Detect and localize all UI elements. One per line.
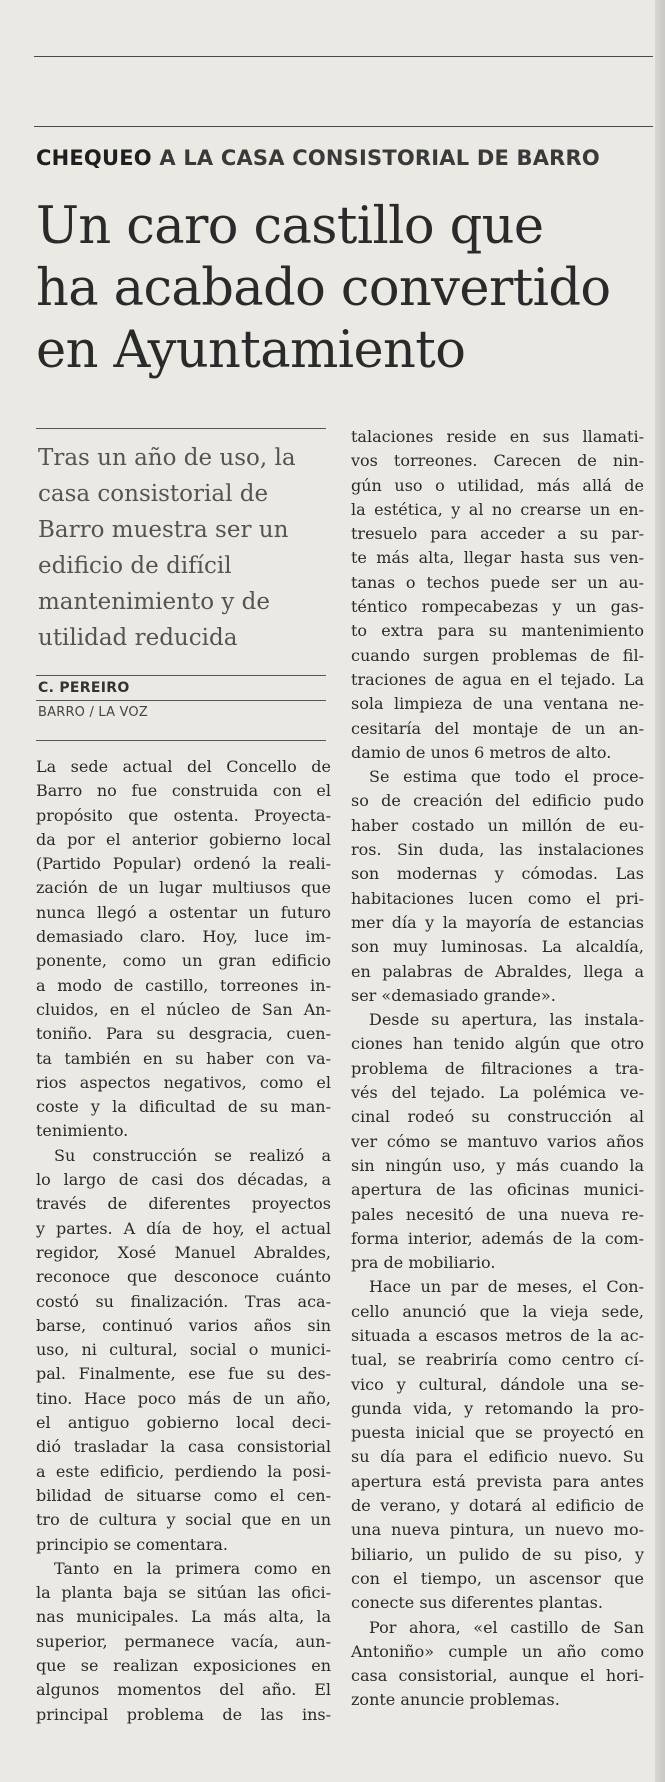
body-line: cello anunció que la vieja sede, bbox=[351, 1301, 644, 1321]
body-line: haber costado un millón de eu- bbox=[351, 815, 644, 835]
body-line: rios aspectos negativos, como el bbox=[36, 1072, 331, 1092]
body-line: vés del tejado. La polémica ve- bbox=[351, 1083, 644, 1103]
body-line: lo largo de casi dos décadas, a bbox=[36, 1170, 331, 1190]
body-line: de verano, y dotará al edificio de bbox=[351, 1496, 644, 1516]
body-line: principio se comentara. bbox=[36, 1534, 229, 1554]
body-line: forma interior, además de la com- bbox=[351, 1228, 644, 1248]
body-line: toniño. Para su desgracia, cuen- bbox=[36, 1024, 331, 1044]
body-line: to extra para su mantenimiento bbox=[351, 621, 644, 641]
body-line: la estética, y al no crearse un en- bbox=[351, 499, 644, 519]
body-line: problema de filtraciones a tra- bbox=[351, 1058, 644, 1078]
body-line: su día para el edificio nuevo. Su bbox=[351, 1447, 644, 1467]
kicker-rest: A LA CASA CONSISTORIAL DE BARRO bbox=[151, 146, 600, 170]
body-line: uso, ni cultural, social o munici- bbox=[36, 1340, 331, 1360]
body-line: tenimiento. bbox=[36, 1121, 129, 1141]
body-line: través de diferentes proyectos bbox=[36, 1194, 331, 1214]
body-line: cesitaría del montaje de un an- bbox=[351, 718, 644, 738]
headline-line: en Ayuntamiento bbox=[36, 321, 466, 380]
body-line: vos torreones. Carecen de nin- bbox=[351, 451, 644, 471]
body-line: sola limpieza de una ventana ne- bbox=[351, 694, 644, 714]
body-line: demasiado claro. Hoy, luce im- bbox=[36, 927, 331, 947]
body-line: la planta baja se sitúan las ofici- bbox=[36, 1583, 331, 1603]
body-line: coste y la dificultad de su man- bbox=[36, 1097, 331, 1117]
body-line: so de creación del edificio pudo bbox=[351, 791, 644, 811]
body-line: pal. Finalmente, ese fue su des- bbox=[36, 1364, 331, 1384]
body-line: ciones han tenido algún que otro bbox=[351, 1034, 644, 1054]
headline bbox=[36, 196, 636, 382]
body-column-left bbox=[36, 755, 331, 1727]
body-rule bbox=[36, 740, 326, 741]
body-line: habitaciones lucen como el pri- bbox=[351, 888, 644, 908]
body-line: apertura de las oficinas munici- bbox=[351, 1180, 644, 1200]
body-line: biliario, un pulido de su piso, y bbox=[351, 1544, 644, 1564]
kicker bbox=[36, 146, 600, 170]
body-line: a este edificio, perdiendo la posi- bbox=[36, 1461, 331, 1481]
body-line: nas municipales. La más alta, la bbox=[36, 1607, 331, 1627]
standfirst-line: edificio de difícil bbox=[38, 553, 232, 579]
body-line: propósito que ostenta. Proyecta- bbox=[36, 805, 331, 825]
body-line: reconoce que desconoce cuánto bbox=[36, 1267, 331, 1287]
body-line: te más alta, llegar hasta sus ven- bbox=[351, 548, 644, 568]
body-line: ros. Sin duda, las instalaciones bbox=[351, 840, 644, 860]
body-line: sin ningún uso, y más cuando la bbox=[351, 1155, 644, 1175]
page-edge bbox=[655, 0, 665, 1782]
dateline: BARRO / LA VOZ bbox=[38, 705, 148, 720]
body-line: cinal rodeó su construcción al bbox=[351, 1107, 644, 1127]
body-line: son muy luminosas. La alcaldía, bbox=[351, 937, 644, 957]
body-line: téntico rompecabezas y un gas- bbox=[351, 597, 644, 617]
standfirst-line: mantenimiento y de bbox=[38, 589, 270, 615]
body-line: tanas o techos puede ser un au- bbox=[351, 572, 644, 592]
body-line: da por el anterior gobierno local bbox=[36, 829, 331, 849]
body-line: situada a escasos metros de la ac- bbox=[351, 1325, 644, 1345]
body-line: zación de un lugar multiusos que bbox=[36, 878, 331, 898]
body-line: Tanto en la primera como en bbox=[54, 1558, 331, 1578]
body-line: mer día y la mayoría de estancias bbox=[351, 912, 644, 932]
body-line: Por ahora, «el castillo de San bbox=[369, 1617, 644, 1637]
body-line: algunos momentos del año. El bbox=[36, 1680, 331, 1700]
body-line: Antoniño» cumple un año como bbox=[351, 1641, 644, 1661]
body-line: una nueva pintura, un nuevo mo- bbox=[351, 1520, 644, 1540]
body-line: Desde su apertura, las instala- bbox=[369, 1010, 644, 1030]
body-line: La sede actual del Concello de bbox=[36, 757, 331, 776]
body-line: cluidos, en el núcleo de San An- bbox=[36, 999, 331, 1019]
body-line: barse, continuó varios años sin bbox=[36, 1315, 331, 1335]
body-line: talaciones reside en sus llamati- bbox=[351, 427, 644, 446]
body-line: damio de unos 6 metros de alto. bbox=[351, 742, 612, 762]
body-line: principal problema de las ins- bbox=[36, 1704, 331, 1724]
body-line: vico y cultural, dándole una se- bbox=[351, 1374, 644, 1394]
headline-line: ha acabado convertido bbox=[36, 259, 611, 318]
standfirst-line: Barro muestra ser un bbox=[38, 517, 289, 543]
body-line: pra de mobiliario. bbox=[351, 1253, 496, 1273]
body-line: en palabras de Abraldes, llega a bbox=[351, 961, 644, 981]
body-line: conecte sus diferentes plantas. bbox=[351, 1593, 603, 1613]
body-line: Su construcción se realizó a bbox=[54, 1145, 331, 1165]
body-line: (Partido Popular) ordenó la reali- bbox=[36, 854, 331, 874]
body-line: apertura está prevista para antes bbox=[351, 1471, 644, 1491]
body-line: zonte anuncie problemas. bbox=[351, 1690, 560, 1710]
body-line: ponente, como un gran edificio bbox=[36, 951, 331, 971]
byline-rule bbox=[36, 700, 326, 701]
body-column-right bbox=[351, 425, 644, 1713]
byline: C. PEREIRO bbox=[38, 680, 130, 696]
body-line: tresuelo para acceder a su par- bbox=[351, 524, 644, 544]
body-line: ser «demasiado grande». bbox=[351, 985, 556, 1005]
body-line: son modernas y cómodas. Las bbox=[351, 864, 644, 884]
body-line: superior, permanece vacía, aun- bbox=[36, 1631, 331, 1651]
body-line: gunda vida, y retomando la pro- bbox=[351, 1398, 644, 1418]
body-line: regidor, Xosé Manuel Abraldes, bbox=[36, 1242, 331, 1262]
body-line: Barro no fue construida con el bbox=[36, 781, 331, 801]
body-line: tino. Hace poco más de un año, bbox=[36, 1388, 331, 1408]
body-line: dió trasladar la casa consistorial bbox=[36, 1437, 331, 1457]
section-rule bbox=[34, 126, 653, 127]
body-line: el antiguo gobierno local deci- bbox=[36, 1413, 331, 1433]
standfirst-line: Tras un año de uso, la bbox=[38, 445, 296, 471]
standfirst-rule bbox=[36, 428, 326, 429]
body-line: traciones de agua en el tejado. La bbox=[351, 669, 644, 689]
body-line: tual, se reabriría como centro cí- bbox=[351, 1350, 644, 1370]
body-line: puesta inicial que se proyectó en bbox=[351, 1423, 644, 1443]
body-line: pales necesitó de una nueva re- bbox=[351, 1204, 644, 1224]
standfirst-line: casa consistorial de bbox=[38, 481, 269, 507]
body-line: casa consistorial, aunque el hori- bbox=[351, 1666, 644, 1686]
body-line: a modo de castillo, torreones in- bbox=[36, 975, 331, 995]
body-line: Se estima que todo el proce- bbox=[369, 767, 644, 787]
body-line: costó su finalización. Tras aca- bbox=[36, 1291, 331, 1311]
body-line: Hace un par de meses, el Con- bbox=[369, 1277, 644, 1297]
body-line: tro de cultura y social que en un bbox=[36, 1510, 331, 1530]
top-rule bbox=[34, 56, 653, 57]
headline-line: Un caro castillo que bbox=[36, 197, 544, 256]
byline-rule-top bbox=[36, 675, 326, 676]
body-line: gún uso o utilidad, más allá de bbox=[351, 475, 644, 495]
body-line: y partes. A día de hoy, el actual bbox=[36, 1218, 331, 1238]
body-line: cuando surgen problemas de fil- bbox=[351, 645, 644, 665]
body-line: bilidad de situarse como el cen- bbox=[36, 1485, 331, 1505]
standfirst-line: utilidad reducida bbox=[38, 625, 238, 651]
body-line: ta también en su haber con va- bbox=[36, 1048, 331, 1068]
body-line: con el tiempo, un ascensor que bbox=[351, 1568, 644, 1588]
standfirst bbox=[38, 440, 328, 656]
body-line: ver cómo se mantuvo varios años bbox=[351, 1131, 644, 1151]
kicker-bold: CHEQUEO bbox=[36, 146, 152, 170]
body-line: nunca llegó a ostentar un futuro bbox=[36, 902, 331, 922]
body-line: que se realizan exposiciones en bbox=[36, 1655, 331, 1675]
